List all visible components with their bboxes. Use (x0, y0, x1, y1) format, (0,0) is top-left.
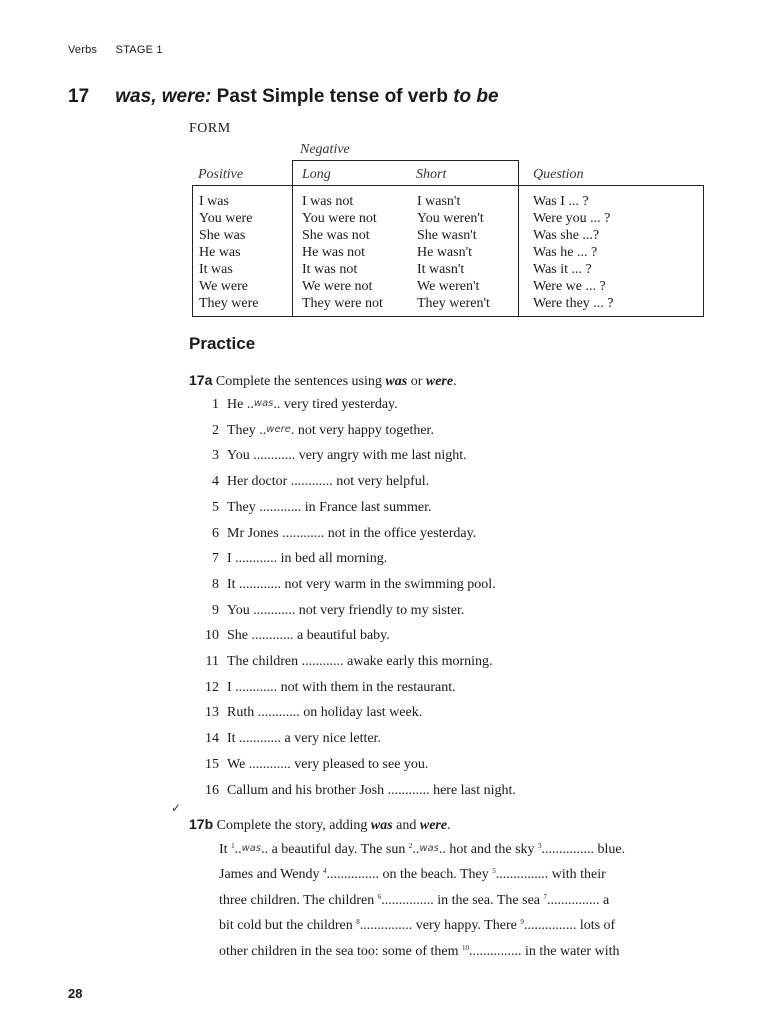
item-number: 13 (205, 705, 219, 720)
exercise-17b-code: 17b (189, 816, 214, 832)
instruction-text: Complete the sentences using (215, 374, 382, 389)
exercise-17b-instruction: 17b Complete the story, adding was and were. (189, 816, 451, 833)
item-text: She ............ a beautiful baby. (227, 628, 390, 643)
cell: Were we ... ? (533, 279, 606, 294)
item-text: You ............ not very friendly to my sister. (227, 603, 465, 618)
story-text: ............... with their (495, 867, 606, 882)
exercise-item (199, 526, 476, 542)
cell: They weren't (417, 296, 490, 311)
blank-number: 3 (538, 842, 542, 850)
item-number: 10 (205, 628, 219, 643)
item-text: Callum and his brother Josh ............ here last night. (227, 783, 516, 798)
table-rule-bottom (192, 316, 704, 317)
item-number: 15 (205, 757, 219, 772)
cell: He was not (302, 245, 365, 260)
exercise-item (199, 654, 493, 670)
item-text: We ............ very pleased to see you. (227, 757, 429, 772)
exercise-item (199, 577, 496, 593)
item-text: I ............ in bed all morning. (227, 551, 388, 566)
item-number: 3 (212, 448, 219, 463)
item-number: 6 (212, 526, 219, 541)
blank-number: 10 (462, 944, 469, 952)
exercise-item (199, 448, 467, 464)
item-text-end: . not very happy together. (290, 423, 434, 438)
item-number: 5 (212, 500, 219, 515)
exercise-item (199, 757, 428, 773)
blank-number: 1 (231, 842, 235, 850)
cell: Was he ... ? (533, 245, 598, 260)
item-text: The children ............ awake early this morning. (227, 654, 493, 669)
unit-title-end: to be (453, 86, 499, 107)
exercise-item (199, 731, 381, 747)
col-header-long: Long (302, 167, 331, 182)
blank-number: 9 (520, 918, 524, 926)
unit-title-italic: was, were: (115, 86, 212, 107)
exercise-item (199, 551, 387, 567)
header-stage: STAGE 1 (115, 44, 163, 56)
item-number: 11 (205, 654, 219, 669)
story-text: ............... in the water with (469, 944, 620, 959)
col-header-question: Question (533, 167, 584, 182)
item-number: 4 (212, 474, 219, 489)
story-text: It (219, 842, 232, 857)
blank-number: 4 (322, 867, 327, 875)
item-text: Her doctor ............ not very helpful. (227, 474, 430, 489)
cell: She was not (302, 228, 370, 243)
cell: I was not (302, 194, 354, 209)
exercise-item (199, 423, 434, 439)
keyword-were: were (425, 374, 454, 389)
item-number: 9 (212, 603, 219, 618)
cell: Were they ... ? (533, 296, 614, 311)
exercise-17a-code: 17a (189, 372, 213, 388)
exercise-item (199, 680, 456, 696)
blank-number: 7 (543, 893, 547, 901)
item-number: 2 (212, 423, 219, 438)
story-line-3 (219, 893, 609, 909)
instruction-and: and (396, 818, 417, 833)
story-text: .. (412, 842, 420, 857)
cell: I wasn't (417, 194, 461, 209)
cell: Was I ... ? (533, 194, 589, 209)
exercise-item (199, 628, 390, 644)
instruction-text: Complete the story, adding (216, 818, 368, 833)
cell: It was (199, 262, 233, 277)
table-vline-right (703, 185, 704, 317)
table-rule-negative-top (292, 160, 518, 161)
cell: We weren't (417, 279, 480, 294)
keyword-was: was (385, 374, 408, 389)
unit-title (68, 86, 499, 108)
story-text: ............... very happy. There (359, 918, 521, 933)
exercise-item (199, 705, 422, 721)
header-section: Verbs (68, 44, 98, 56)
keyword-was: was (370, 818, 393, 833)
handwritten-answer: were (266, 424, 291, 435)
table-vline-1 (292, 160, 293, 317)
col-header-short: Short (416, 167, 447, 182)
item-text: It ............ a very nice letter. (227, 731, 381, 746)
cell: He was (199, 245, 241, 260)
story-line-5 (219, 944, 619, 960)
item-number: 12 (205, 680, 219, 695)
practice-heading: Practice (189, 334, 256, 353)
cell: You weren't (417, 211, 484, 226)
page-number: 28 (68, 986, 83, 1001)
running-header (68, 44, 163, 56)
handwritten-answer: was (253, 398, 274, 409)
table-vline-2 (518, 160, 519, 317)
exercise-17a-instruction: 17a Complete the sentences using was or were. (189, 372, 457, 389)
negative-label: Negative (300, 142, 350, 157)
table-rule-header (192, 185, 704, 186)
cell: She was (199, 228, 246, 243)
tick-mark: ✓ (171, 801, 182, 815)
exercise-item (199, 603, 464, 619)
cell: It was not (302, 262, 358, 277)
item-text: It ............ not very warm in the swimming pool. (227, 577, 496, 592)
exercise-item (199, 783, 516, 799)
story-text: ............... blue. (541, 842, 626, 857)
story-line-4 (219, 918, 615, 934)
blank-number: 2 (408, 842, 413, 850)
cell: They were not (302, 296, 383, 311)
item-text: I ............ not with them in the restaurant. (227, 680, 456, 695)
unit-title-main: Past Simple tense of verb (216, 86, 448, 107)
col-positive (199, 193, 258, 312)
cell: We were (199, 279, 249, 294)
story-text: James and Wendy (219, 867, 323, 882)
story-text: ............... on the beach. They (326, 867, 493, 882)
item-text: Mr Jones ............ not in the office yesterday. (227, 526, 477, 541)
story-line-2 (219, 867, 606, 883)
exercise-item (199, 397, 398, 413)
item-text: Ruth ............ on holiday last week. (227, 705, 423, 720)
cell: They were (199, 296, 259, 311)
item-number: 7 (212, 551, 219, 566)
story-line-1 (219, 842, 625, 858)
story-text: .. hot and the sky (438, 842, 539, 857)
cell: She wasn't (417, 228, 477, 243)
form-label: FORM (189, 121, 231, 136)
item-text: They .. (227, 423, 267, 438)
story-text: ............... in the sea. The sea (381, 893, 544, 908)
handwritten-answer: was (241, 843, 262, 854)
story-text: ............... lots of (523, 918, 616, 933)
keyword-were: were (419, 818, 448, 833)
cell: I was (199, 194, 229, 209)
item-number: 1 (212, 397, 219, 412)
item-number: 14 (205, 731, 219, 746)
blank-number: 8 (356, 918, 360, 926)
col-question (533, 193, 614, 312)
story-text: ............... a (547, 893, 610, 908)
exercise-item (199, 474, 429, 490)
cell: Was it ... ? (533, 262, 592, 277)
item-number: 16 (205, 783, 219, 798)
blank-number: 5 (492, 867, 496, 875)
col-short (417, 193, 490, 312)
cell: He wasn't (417, 245, 473, 260)
item-number: 8 (212, 577, 219, 592)
item-text: You ............ very angry with me last night. (227, 448, 467, 463)
item-text-end: .. very tired yesterday. (273, 397, 398, 412)
story-text: .. (234, 842, 242, 857)
cell: You were (199, 211, 253, 226)
cell: We were not (302, 279, 373, 294)
instruction-or: or (410, 374, 423, 389)
item-text: He .. (227, 397, 254, 412)
cell: You were not (302, 211, 377, 226)
blank-number: 6 (377, 893, 382, 901)
exercise-item (199, 500, 432, 516)
item-text: They ............ in France last summer. (227, 500, 432, 515)
story-text: other children in the sea too: some of them (219, 944, 462, 959)
story-text: three children. The children (219, 893, 378, 908)
col-long (302, 193, 383, 312)
table-vline-left (192, 185, 193, 317)
cell: Were you ... ? (533, 211, 611, 226)
cell: Was she ...? (533, 228, 600, 243)
story-text: bit cold but the children (219, 918, 357, 933)
cell: It wasn't (417, 262, 465, 277)
col-header-positive: Positive (198, 167, 244, 182)
story-text: .. a beautiful day. The sun (261, 842, 409, 857)
handwritten-answer: was (419, 843, 439, 854)
unit-number: 17 (68, 86, 90, 107)
